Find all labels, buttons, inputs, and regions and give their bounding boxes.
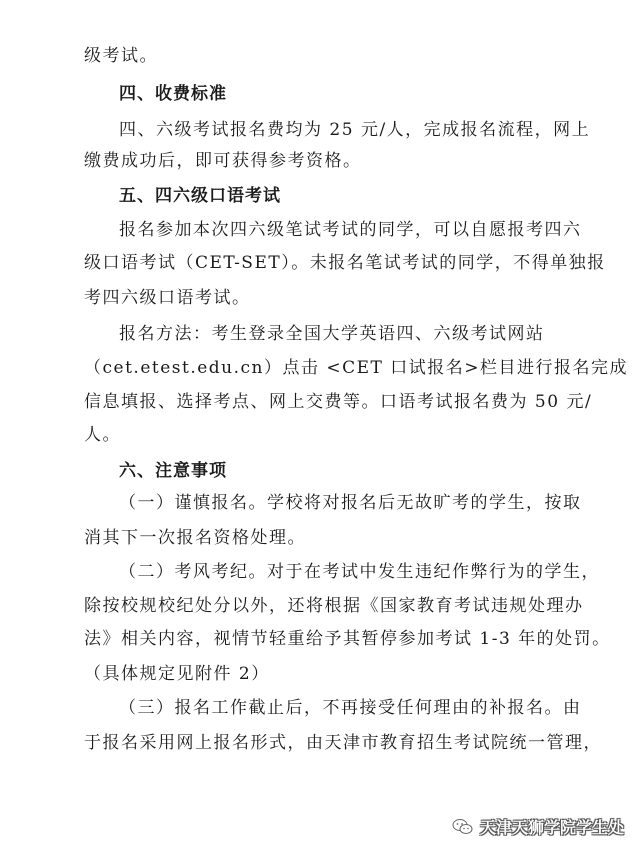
text-line: 除按校规校纪处分以外，还将根据《国家教育考试违规处理办 [84, 596, 584, 616]
text-line: （具体规定见附件 2） [84, 664, 270, 684]
text-line: （三）报名工作截止后，不再接受任何理由的补报名。由 [119, 698, 582, 718]
text-line: 报名参加本次四六级笔试考试的同学，可以自愿报考四六 [119, 220, 582, 240]
section-heading-notes: 六、注意事项 [119, 461, 227, 481]
text-line: 级考试。 [84, 46, 158, 66]
text-line: （一）谨慎报名。学校将对报名后无故旷考的学生，按取 [119, 493, 582, 513]
text-line: 缴费成功后，即可获得参考资格。 [84, 151, 362, 171]
text-line: 于报名采用网上报名形式，由天津市教育招生考试院统一管理， [84, 733, 602, 753]
text-line: 法》相关内容，视情节轻重给予其暂停参加考试 1-3 年的处罚。 [84, 629, 611, 649]
text-line: （二）考风考纪。对于在考试中发生违纪作弊行为的学生， [119, 562, 600, 582]
text-line: 人。 [84, 425, 121, 445]
text-line: 报名方法：考生登录全国大学英语四、六级考试网站 [119, 324, 545, 344]
text-line: 消其下一次报名资格处理。 [84, 528, 306, 548]
watermark-text: 天津天狮学院学生处 [480, 818, 625, 837]
text-line: 考四六级口语考试。 [84, 288, 251, 308]
section-heading-oral-exam: 五、四六级口语考试 [119, 186, 281, 206]
text-line: 四、六级考试报名费均为 25 元/人，完成报名流程，网上 [119, 120, 591, 140]
text-line: （cet.etest.edu.cn）点击 <CET 口试报名>栏目进行报名完成 [84, 358, 629, 378]
section-heading-fees: 四、收费标准 [119, 84, 227, 104]
text-line: 信息填报、选择考点、网上交费等。口语考试报名费为 50 元/ [84, 392, 593, 412]
wechat-watermark [452, 815, 624, 838]
wechat-icon [452, 818, 474, 836]
text-line: 级口语考试（CET-SET）。未报名笔试考试的同学，不得单独报 [84, 253, 606, 273]
